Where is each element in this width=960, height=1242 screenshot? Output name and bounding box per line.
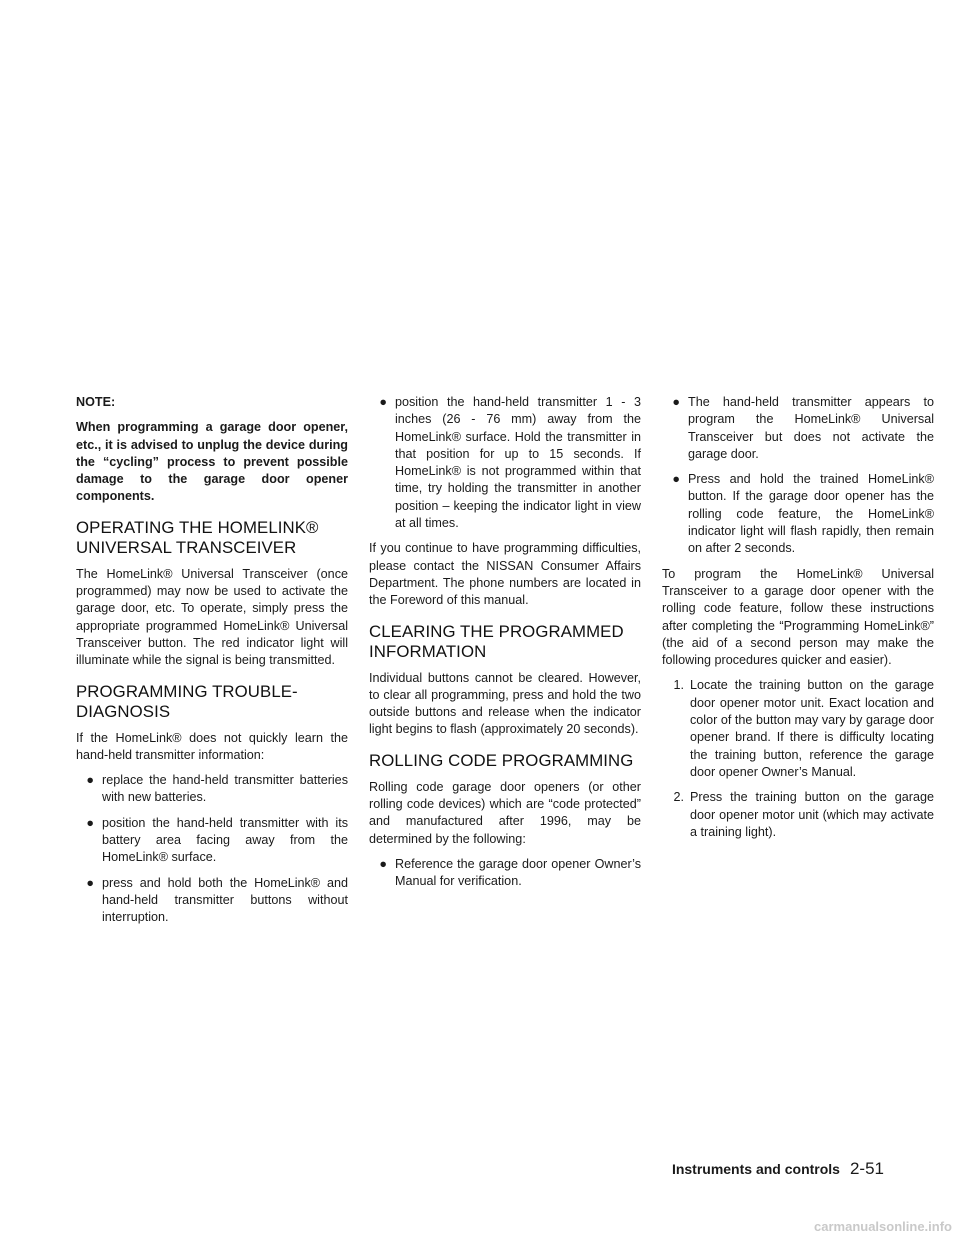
- list-item: [662, 394, 934, 463]
- list-item: [76, 815, 348, 867]
- troubleshooting-heading: [76, 682, 348, 722]
- bullet-text: Reference the garage door opener Owner’s Manual for verification.: [395, 856, 641, 889]
- list-item: [76, 772, 348, 807]
- bullet-icon: ●: [86, 815, 94, 830]
- operating-heading-line1: OPERATING THE HOMELINK®: [76, 517, 319, 537]
- bullet-icon: ●: [379, 395, 387, 409]
- clearing-heading-line2: INFORMATION: [369, 641, 487, 661]
- operating-heading: [76, 518, 348, 558]
- operating-text: The HomeLink® Universal Transceiver (once programmed) may now be used to activate the garage door, etc. To operate, simply press the appropriate programmed HomeLink® Universal Transceiver button. The red indicator light will illuminate while the signal is being transmitted.: [76, 566, 348, 668]
- note-label: NOTE:: [76, 395, 116, 409]
- list-item: [662, 677, 934, 781]
- rolling-heading: ROLLING CODE PROGRAMMING: [369, 750, 634, 770]
- note-text: When programming a garage door opener, etc., it is advised to unplug the device during the “cycling” process to prevent possible damage to the garage door opener components.: [76, 420, 348, 504]
- step-number: 2.: [673, 790, 684, 805]
- list-item: [662, 789, 934, 841]
- bullet-icon: ●: [672, 395, 680, 409]
- page-footer: [672, 1159, 884, 1179]
- watermark: carmanualsonline.info: [814, 1219, 952, 1234]
- bullet-text: position the hand-held transmitter with its battery area facing away from the HomeLink® surface.: [102, 815, 348, 865]
- bullet-text: The hand-held transmitter appears to program the HomeLink® Universal Transceiver but does not activate the garage door.: [688, 395, 934, 461]
- clearing-heading-line1: CLEARING THE PROGRAMMED: [369, 621, 624, 641]
- contact-text: If you continue to have programming difficulties, please contact the NISSAN Consumer Affairs Department. The phone numbers are located in the Foreword of this manual.: [369, 541, 641, 608]
- column-1: [76, 394, 348, 935]
- step-number: 1.: [673, 678, 684, 693]
- troubleshooting-heading-line1: PROGRAMMING TROUBLE-: [76, 681, 298, 701]
- troubleshooting-heading-line2: DIAGNOSIS: [76, 701, 171, 721]
- list-item: [369, 394, 641, 532]
- column-2: [369, 394, 641, 899]
- bullet-text: Press and hold the trained HomeLink® button. If the garage door opener has the rolling code feature, the HomeLink® indicator light will flash rapidly, then remain on after 2 seconds.: [688, 472, 934, 556]
- program-intro: To program the HomeLink® Universal Transceiver to a garage door opener with the rolling code feature, follow these instructions after completing the “Programming HomeLink®” (the aid of a second person may make the following procedures quicker and easier).: [662, 566, 934, 668]
- bullet-text: press and hold both the HomeLink® and hand-held transmitter buttons without interruption.: [102, 875, 348, 925]
- bullet-icon: ●: [86, 875, 94, 890]
- clearing-heading: [369, 622, 641, 662]
- list-item: [76, 875, 348, 927]
- step-text: Locate the training button on the garage door opener motor unit. Exact location and color of the button may vary by garage door opener brand. If there is difficulty locating the training button, reference the garage door opener Owner’s Manual.: [690, 678, 934, 779]
- list-item: [662, 471, 934, 557]
- footer-section-title: Instruments and controls: [671, 1161, 840, 1177]
- troubleshooting-intro: If the HomeLink® does not quickly learn the hand-held transmitter information:: [76, 730, 348, 762]
- operating-heading-line2: UNIVERSAL TRANSCEIVER: [76, 537, 297, 557]
- bullet-icon: ●: [672, 472, 680, 487]
- bullet-icon: ●: [86, 773, 94, 788]
- page-number: 2-51: [849, 1159, 884, 1178]
- bullet-text: position the hand-held transmitter 1 - 3 inches (26 - 76 mm) away from the HomeLink® surface. Hold the transmitter in that position for up to 15 seconds. If HomeLink® is not programmed within that time, try holding the transmitter in another position – keeping the indicator light in view at all times.: [395, 395, 641, 531]
- bullet-text: replace the hand-held transmitter batteries with new batteries.: [102, 773, 348, 805]
- clearing-text: Individual buttons cannot be cleared. However, to clear all programming, press and hold the two outside buttons and release when the indicator light begins to flash (approximately 20 seconds).: [369, 670, 641, 737]
- list-item: [369, 856, 641, 891]
- step-text: Press the training button on the garage door opener motor unit (which may activate a training light).: [690, 790, 934, 839]
- column-3: [662, 394, 934, 849]
- bullet-icon: ●: [379, 856, 387, 871]
- rolling-text: Rolling code garage door openers (or other rolling code devices) which are “code protected” and manufactured after 1996, may be determined by the following:: [369, 779, 641, 846]
